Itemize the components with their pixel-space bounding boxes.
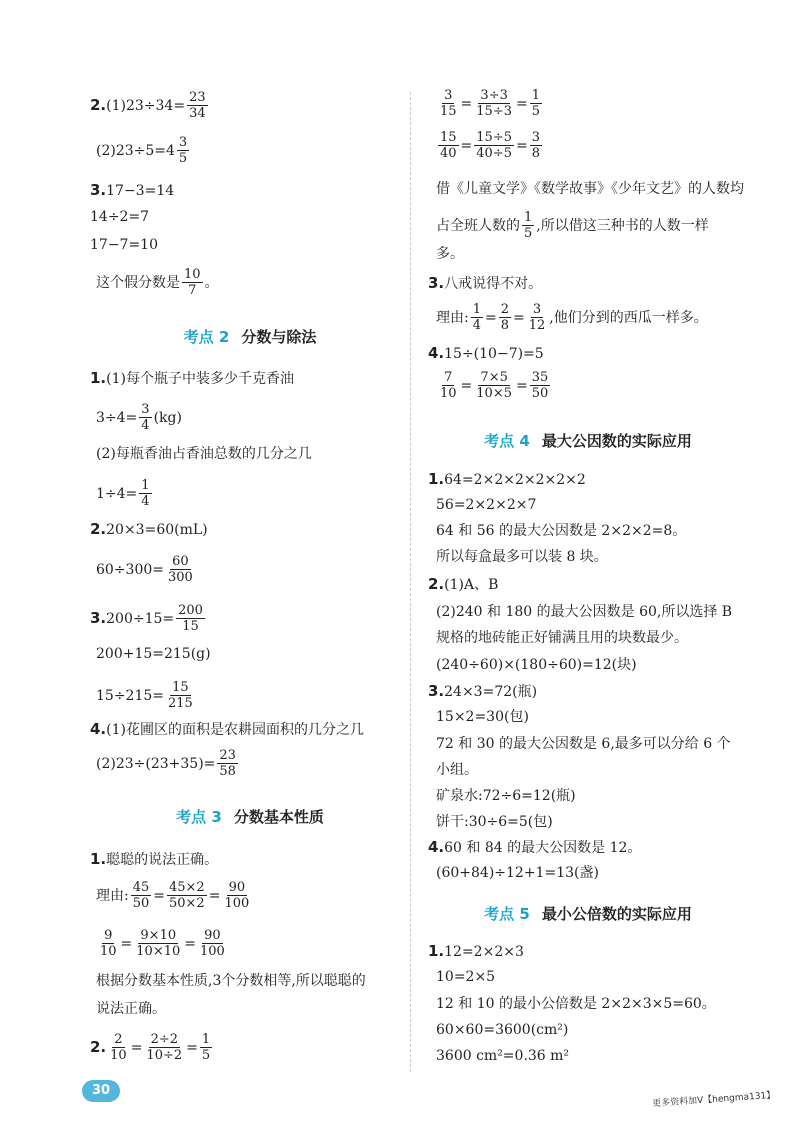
fraction: $\frac{60}{300}$ xyxy=(168,554,193,585)
fraction: $\frac{90}{100}$ xyxy=(224,880,250,911)
answer-line: $\frac{9}{10}$ = $\frac{9\times 10}{10\times 10}$ = $\frac{90}{100}$ xyxy=(100,928,225,959)
fraction: $\frac{15}{40}$ xyxy=(440,130,457,161)
fraction: $\frac{3}{8}$ xyxy=(531,130,541,161)
answer-line: 4.(1)花圃区的面积是农耕园面积的几分之几 xyxy=(90,720,364,738)
answer-line: 3.17−3=14 xyxy=(90,181,175,199)
fraction: $\frac{9}{10}$ xyxy=(100,928,117,959)
answer-line: (60+84)÷12+1=13(盏) xyxy=(436,865,599,881)
problem-number: 1. xyxy=(428,470,445,488)
answer-line: 60×60=3600(cm²) xyxy=(436,1022,569,1038)
answer-line: 56=2×2×2×7 xyxy=(436,497,537,513)
fraction: $\frac{35}{50}$ xyxy=(531,370,549,401)
section-heading: 考点 5 最小公倍数的实际应用 xyxy=(484,905,692,923)
answer-line: 矿泉水:72÷6=12(瓶) xyxy=(436,788,576,804)
answer-line: 12 和 10 的最小公倍数是 2×2×3×5=60。 xyxy=(436,996,716,1012)
fraction: $\frac{3}{5}$ xyxy=(178,135,188,166)
answer-line: 1÷4= $\frac{1}{4}$ xyxy=(96,478,150,509)
answer-line: $\frac{7}{10}$ = $\frac{7\times 5}{10\times 5}$ = $\frac{35}{50}$ xyxy=(440,370,549,401)
answer-line: 理由: $\frac{45}{50}$ = $\frac{45\times 2}{50\times 2}$ = $\frac{90}{100}$ xyxy=(96,880,250,911)
answer-line: 200+15=215(g) xyxy=(96,646,211,662)
right-column xyxy=(428,0,768,1100)
page-number: 30 xyxy=(82,1080,120,1102)
answer-line: 2. $\frac{2}{10}$ = $\frac{2\div 2}{10\div 2}$ = $\frac{1}{5}$ xyxy=(90,1032,211,1063)
answer-line: 3600 cm²=0.36 m² xyxy=(436,1048,570,1064)
watermark: 更多资料加V【hengma131】 xyxy=(651,1090,776,1110)
answer-line: 借《儿童文学》《数学故事》《少年文艺》的人数均 xyxy=(436,181,744,197)
answer-line: 1.12=2×2×3 xyxy=(428,942,524,960)
answer-line: (2)23÷(23+35)= $\frac{23}{58}$ xyxy=(96,748,236,779)
answer-line: 3÷4= $\frac{3}{4}$ (kg) xyxy=(96,402,182,433)
problem-number: 4. xyxy=(428,344,445,362)
answer-line: (2)240 和 180 的最大公因数是 60,所以选择 B xyxy=(436,604,733,620)
fraction: $\frac{200}{15}$ xyxy=(178,603,203,634)
problem-number: 1. xyxy=(428,942,445,960)
fraction: $\frac{15}{215}$ xyxy=(168,680,193,711)
problem-number: 1. xyxy=(90,850,107,868)
fraction: $\frac{7}{10}$ xyxy=(440,370,457,401)
answer-line: (240÷60)×(180÷60)=12(块) xyxy=(436,657,637,673)
fraction: $\frac{2}{8}$ xyxy=(500,302,510,333)
fraction: $\frac{10}{7}$ xyxy=(184,267,201,298)
answer-line: 10=2×5 xyxy=(436,969,496,985)
fraction: $\frac{3}{4}$ xyxy=(141,402,150,433)
fraction: $\frac{45\times 2}{50\times 2}$ xyxy=(169,880,205,911)
answer-line: (2)23÷5=4 $\frac{3}{5}$ xyxy=(96,135,188,166)
fraction: $\frac{1}{4}$ xyxy=(141,478,150,509)
problem-number: 2. xyxy=(90,520,107,538)
answer-line: 60÷300= $\frac{60}{300}$ xyxy=(96,554,193,585)
problem-number: 3. xyxy=(90,181,107,199)
fraction: $\frac{2}{10}$ xyxy=(110,1032,127,1063)
fraction: $\frac{90}{100}$ xyxy=(200,928,225,959)
problem-number: 2. xyxy=(90,1038,107,1056)
answer-line: $\frac{15}{40}$ = $\frac{15\div 5}{40\div 5}$ = $\frac{3}{8}$ xyxy=(440,130,541,161)
answer-line: 15÷215= $\frac{15}{215}$ xyxy=(96,680,193,711)
fraction: $\frac{23}{58}$ xyxy=(219,748,236,779)
section-heading: 考点 4 最大公因数的实际应用 xyxy=(484,432,692,450)
answer-line: 17−7=10 xyxy=(90,237,158,253)
answer-line: 1.64=2×2×2×2×2×2 xyxy=(428,470,586,488)
problem-number: 2. xyxy=(428,575,445,593)
answer-line: 1.(1)每个瓶子中装多少千克香油 xyxy=(90,369,294,387)
answer-line: 小组。 xyxy=(436,762,478,778)
answer-line: 3.200÷15= $\frac{200}{15}$ xyxy=(90,603,203,634)
answer-line: 2.20×3=60(mL) xyxy=(90,520,208,538)
problem-number: 3. xyxy=(428,682,445,700)
fraction: $\frac{23}{34}$ xyxy=(189,90,206,121)
answer-line: 3.24×3=72(瓶) xyxy=(428,682,538,700)
problem-number: 3. xyxy=(428,274,445,292)
fraction: $\frac{3}{12}$ xyxy=(528,302,546,333)
fraction: $\frac{1}{5}$ xyxy=(531,88,541,119)
answer-line: 15×2=30(包) xyxy=(436,709,529,725)
fraction: $\frac{45}{50}$ xyxy=(132,880,150,911)
answer-line: 14÷2=7 xyxy=(90,209,150,225)
left-column xyxy=(90,0,430,1100)
problem-number: 3. xyxy=(90,609,107,627)
section-heading: 考点 3 分数基本性质 xyxy=(176,808,324,826)
problem-number: 4. xyxy=(90,720,107,738)
fraction: $\frac{3}{15}$ xyxy=(440,88,457,119)
answer-line: 1.聪聪的说法正确。 xyxy=(90,850,219,868)
answer-line: 多。 xyxy=(436,246,464,262)
answer-line: 饼干:30÷6=5(包) xyxy=(436,814,553,830)
answer-line: 3.八戒说得不对。 xyxy=(428,274,543,292)
answer-line: (2)每瓶香油占香油总数的几分之几 xyxy=(96,446,312,462)
answer-line: 根据分数基本性质,3个分数相等,所以聪聪的 xyxy=(96,973,366,989)
answer-line: 这个假分数是 $\frac{10}{7}$ 。 xyxy=(96,267,219,298)
problem-number: 4. xyxy=(428,838,445,856)
answer-line: 2.(1)A、B xyxy=(428,575,499,593)
fraction: $\frac{15\div 5}{40\div 5}$ xyxy=(476,130,512,161)
fraction: $\frac{1}{5}$ xyxy=(201,1032,211,1063)
answer-line: 4.60 和 84 的最大公因数是 12。 xyxy=(428,838,642,856)
answer-line: 4.15÷(10−7)=5 xyxy=(428,344,544,362)
answer-line: 72 和 30 的最大公因数是 6,最多可以分给 6 个 xyxy=(436,736,731,752)
answer-line: 规格的地砖能正好铺满且用的块数最少。 xyxy=(436,630,688,646)
fraction: $\frac{1}{5}$ xyxy=(524,210,533,241)
fraction: $\frac{9\times 10}{10\times 10}$ xyxy=(136,928,181,959)
answer-line: $\frac{3}{15}$ = $\frac{3\div 3}{15\div 3}$ = $\frac{1}{5}$ xyxy=(440,88,541,119)
answer-line: 理由: $\frac{1}{4}$ = $\frac{2}{8}$ = $\frac{3}{12}$ ,他们分到的西瓜一样多。 xyxy=(436,302,708,333)
section-heading: 考点 2 分数与除法 xyxy=(183,328,317,346)
answer-line: 2.(1)23÷34= $\frac{23}{34}$ xyxy=(90,90,206,121)
answer-line: 64 和 56 的最大公因数是 2×2×2=8。 xyxy=(436,523,687,539)
answer-line: 所以每盒最多可以装 8 块。 xyxy=(436,549,608,565)
fraction: $\frac{3\div 3}{15\div 3}$ xyxy=(476,88,512,119)
answer-line: 占全班人数的 $\frac{1}{5}$ ,所以借这三种书的人数一样 xyxy=(436,210,709,241)
fraction: $\frac{1}{4}$ xyxy=(472,302,481,333)
answer-line: 说法正确。 xyxy=(96,1001,166,1017)
fraction: $\frac{7\times 5}{10\times 5}$ xyxy=(476,370,512,401)
problem-number: 1. xyxy=(90,369,107,387)
problem-number: 2. xyxy=(90,96,107,114)
fraction: $\frac{2\div 2}{10\div 2}$ xyxy=(146,1032,183,1063)
